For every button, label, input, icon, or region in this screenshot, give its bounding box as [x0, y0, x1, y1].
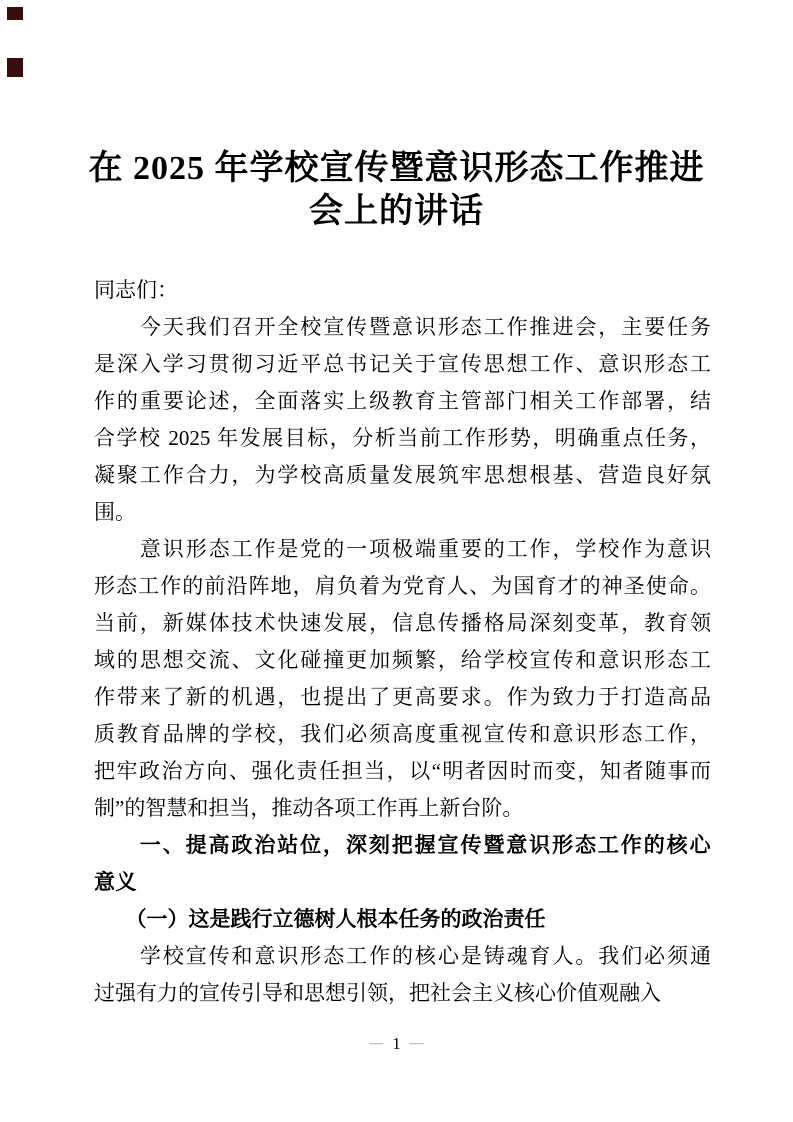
text-line: 今天我们召开全校宣传暨意识形态工作推进会，主要任务 — [94, 315, 711, 339]
text-line: 同志们： — [94, 278, 178, 302]
text-line: 作带来了新的机遇，也提出了更高要求。作为致力于打造高品 — [94, 685, 711, 709]
footer-dash-left: — — [369, 1036, 384, 1051]
text-line: 凝聚工作合力，为学校高质量发展筑牢思想根基、营造良好氛 — [94, 463, 711, 487]
corner-mark-top — [7, 7, 23, 20]
page-title — [0, 147, 793, 233]
paragraph — [94, 531, 711, 827]
text-line: 质教育品牌的学校，我们必须高度重视宣传和意识形态工作， — [94, 722, 711, 746]
text-line: 当前，新媒体技术快速发展，信息传播格局深刻变革，教育领 — [94, 611, 711, 635]
text-line: 把牢政治方向、强化责任担当，以“明者因时而变，知者随事而 — [94, 759, 711, 783]
text-line: 一、提高政治站位，深刻把握宣传暨意识形态工作的核心 — [94, 834, 711, 857]
text-line: 学校宣传和意识形态工作的核心是铸魂育人。我们必须通 — [94, 944, 711, 968]
document-body — [94, 272, 711, 1012]
text-line: 形态工作的前沿阵地，肩负着为党育人、为国育才的神圣使命。 — [94, 574, 711, 598]
text-line: 合学校 2025 年发展目标，分析当前工作形势，明确重点任务， — [94, 426, 711, 450]
text-line: 制”的智慧和担当，推动各项工作再上新台阶。 — [94, 796, 524, 820]
text-line: 围。 — [94, 500, 136, 524]
corner-mark-bottom — [7, 58, 23, 77]
heading-level-2 — [94, 901, 711, 938]
text-line: 意识形态工作是党的一项极端重要的工作，学校作为意识 — [94, 537, 711, 561]
page-number: 1 — [392, 1034, 401, 1053]
text-line: 过强有力的宣传引导和思想引领，把社会主义核心价值观融入 — [94, 981, 661, 1005]
text-line: 意义 — [94, 871, 137, 894]
paragraph — [94, 938, 711, 1012]
text-line: 是深入学习贯彻习近平总书记关于宣传思想工作、意识形态工 — [94, 352, 711, 376]
footer-dash-right: — — [409, 1036, 424, 1051]
heading-level-1 — [94, 827, 711, 901]
text-line: 作的重要论述，全面落实上级教育主管部门相关工作部署，结 — [94, 389, 711, 413]
text-line: 域的思想交流、文化碰撞更加频繁，给学校宣传和意识形态工 — [94, 648, 711, 672]
page-footer — [0, 1034, 793, 1054]
text-line: 会上的讲话 — [309, 193, 484, 230]
salutation — [94, 272, 711, 309]
text-line: 在 2025 年学校宣传暨意识形态工作推进 — [88, 150, 705, 187]
paragraph — [94, 309, 711, 531]
text-line: （一）这是践行立德树人根本任务的政治责任 — [94, 907, 546, 931]
